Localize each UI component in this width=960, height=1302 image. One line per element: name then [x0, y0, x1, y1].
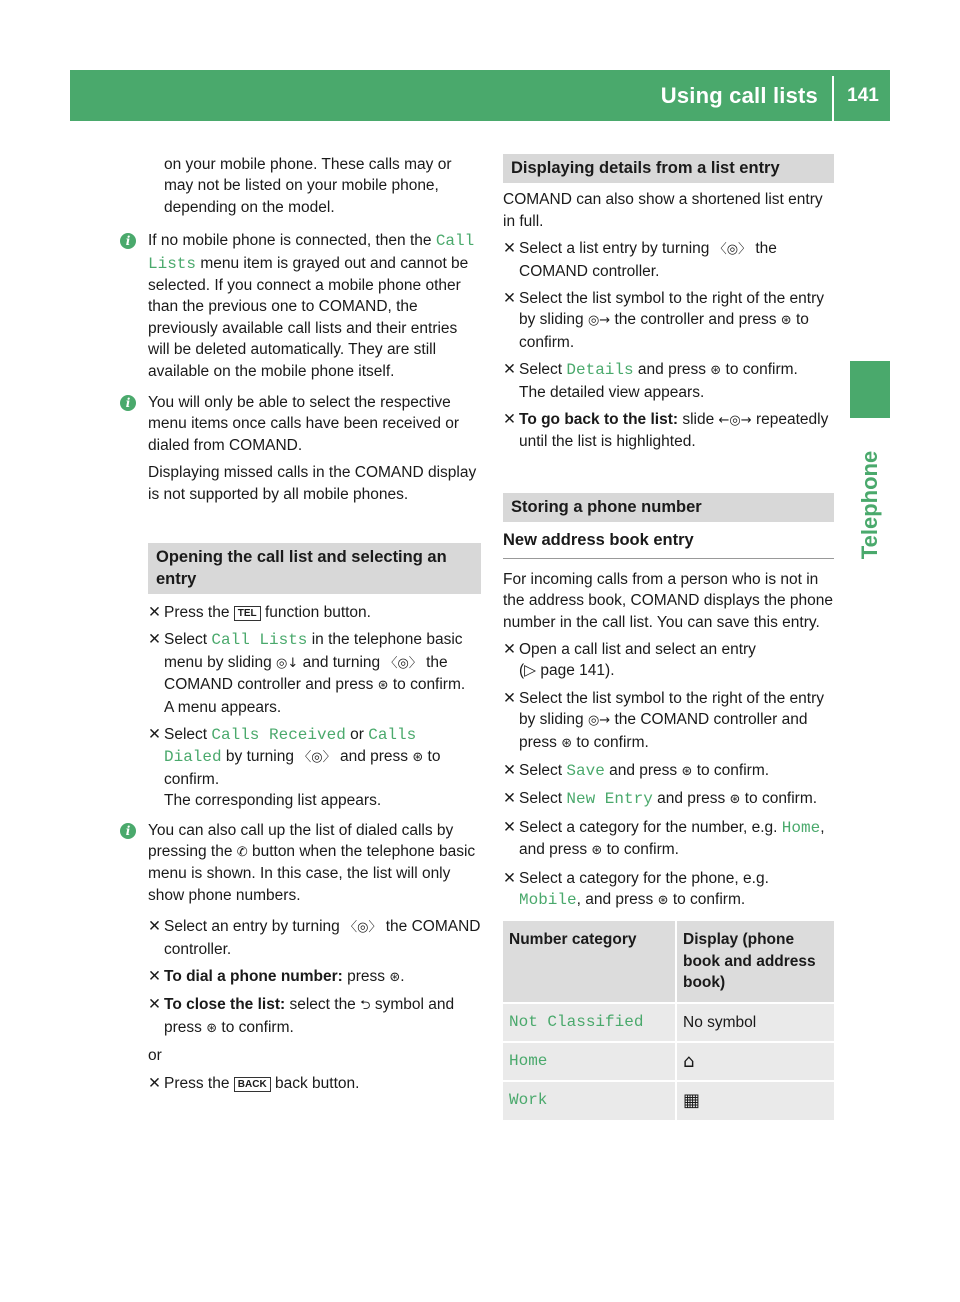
step-select-entry: [148, 916, 481, 960]
press-controller-icon: ⊛: [681, 763, 693, 779]
s3-text-e: to confirm.: [164, 748, 441, 788]
step-marker-icon: ✕: [503, 818, 516, 836]
t2-text-c: to confirm.: [572, 733, 649, 751]
s7-text-a: Press the: [164, 1074, 234, 1092]
s2-text-d: the COMAND controller and press: [164, 653, 448, 694]
step-marker-icon: ✕: [148, 603, 161, 621]
info2-text: You will only be able to select the respective menu items once calls have been received or dialed from COMAND.: [148, 394, 460, 454]
table-header-display: Display (phone book and address book): [676, 921, 834, 1002]
r3-text-b: and press: [633, 361, 711, 379]
s3-text-c: by turning: [221, 748, 299, 766]
s7-text-b: back button.: [270, 1074, 360, 1092]
phone-call-icon: ✆: [236, 844, 248, 860]
s1-text-b: function button.: [260, 603, 371, 621]
table-row: [503, 1003, 834, 1042]
home-icon: ⌂: [676, 1042, 834, 1081]
t3-menu-code: Save: [566, 761, 605, 780]
s5-text-b: .: [400, 968, 405, 985]
t2-text-a: Select the list symbol to the right of the entry by sliding: [519, 689, 824, 729]
t6-text-b: , and press: [576, 890, 658, 908]
s6-text-b: symbol and press: [164, 996, 455, 1036]
step-r4: [503, 409, 834, 453]
slide-down-icon: ◎↓: [276, 655, 299, 671]
t6-text-a: Select a category for the phone, e.g.: [519, 869, 769, 887]
info-note-2: [120, 392, 481, 505]
step-marker-icon: ✕: [503, 640, 516, 658]
work-icon: ▦: [676, 1081, 834, 1120]
step-select-calls: [148, 724, 481, 812]
s6-text-c: to confirm.: [217, 1018, 294, 1036]
info3-text-a: You can also call up the list of dialed calls by pressing the: [148, 821, 454, 860]
s3-menu-code-dialed: Calls Dialed: [164, 725, 417, 767]
table-row: [503, 1081, 834, 1120]
table-header-category: Number category: [503, 921, 676, 1002]
back-button-icon: BACK: [234, 1077, 271, 1092]
step-close-list: [148, 994, 481, 1039]
t2-text-b: the COMAND controller and press: [519, 711, 808, 751]
tel-button-icon: TEL: [234, 606, 261, 621]
s2-menu-code: Call Lists: [211, 631, 308, 650]
press-controller-icon: ⊛: [389, 970, 401, 985]
header-divider: [832, 76, 834, 121]
t6-menu-code: Mobile: [519, 890, 577, 909]
back-arrow-icon: ⮌: [360, 998, 371, 1014]
turn-controller-icon: 〈◎〉: [298, 750, 336, 766]
s2-text-a: Select: [164, 631, 212, 649]
section-heading-open-call-list: Opening the call list and selecting an entry: [148, 543, 481, 594]
chapter-tab: [850, 361, 890, 418]
t4-menu-code: New Entry: [566, 790, 653, 809]
info-icon: i: [120, 233, 136, 249]
step-r2: [503, 288, 834, 353]
step-press-back: [148, 1073, 481, 1094]
t1-text-a: Open a call list and select an entry: [519, 640, 756, 658]
step-select-call-lists: [148, 629, 481, 718]
press-controller-icon: ⊛: [710, 363, 722, 379]
r4-text-a: slide: [678, 411, 719, 429]
info-icon: i: [120, 395, 136, 411]
step-t2: [503, 688, 834, 754]
press-controller-icon: ⊛: [780, 313, 792, 329]
s3-menu-code-received: Calls Received: [211, 725, 346, 744]
page-header-title: Using call lists: [660, 83, 818, 108]
r3-result: The detailed view appears.: [519, 383, 705, 401]
step-marker-icon: ✕: [148, 918, 161, 936]
section-heading-storing: Storing a phone number: [503, 493, 834, 522]
t4-text-a: Select: [519, 790, 567, 808]
turn-controller-icon: 〈◎〉: [713, 242, 752, 258]
press-controller-icon: ⊛: [591, 843, 603, 859]
press-controller-icon: ⊛: [412, 750, 424, 766]
step-marker-icon: ✕: [503, 869, 516, 887]
press-controller-icon: ⊛: [206, 1020, 218, 1036]
storing-paragraph: For incoming calls from a person who is not in the address book, COMAND displays the phone number in the call list. You can save this entry.: [503, 570, 833, 631]
step-marker-icon: ✕: [503, 790, 516, 808]
page-number: 141: [847, 85, 879, 106]
left-column: [125, 154, 481, 1100]
subheading-new-entry: New address book entry: [503, 530, 834, 558]
step-marker-icon: ✕: [148, 968, 161, 985]
press-controller-icon: ⊛: [729, 792, 741, 808]
s2-result: A menu appears.: [164, 698, 282, 716]
s5-text-a: press: [342, 968, 390, 985]
step-marker-icon: ✕: [503, 240, 516, 258]
s6-text-a: select the: [285, 996, 361, 1014]
info-note-1: [120, 230, 481, 382]
press-controller-icon: ⊛: [561, 735, 573, 751]
t3-text-b: and press: [604, 761, 682, 779]
step-marker-icon: ✕: [148, 1074, 161, 1092]
turn-controller-icon: 〈◎〉: [344, 920, 382, 936]
right-column: [503, 154, 834, 1122]
r1-text-b: the COMAND controller.: [519, 240, 777, 280]
step-t4: [503, 788, 834, 810]
category-table: [503, 921, 834, 1121]
t5-text-a: Select a category for the number, e.g.: [519, 818, 782, 836]
press-controller-icon: ⊛: [377, 678, 389, 694]
step-marker-icon: ✕: [503, 761, 516, 779]
step-marker-icon: ✕: [503, 290, 516, 308]
slide-left-right-icon: ←◎→: [718, 413, 752, 429]
category-cell: Not Classified: [503, 1003, 676, 1042]
s6-bold: To close the list:: [164, 996, 286, 1014]
slide-right-icon: ◎→: [587, 313, 611, 329]
step-t3: [503, 760, 834, 782]
turn-controller-icon: 〈◎〉: [384, 655, 422, 671]
s3-result: The corresponding list appears.: [164, 792, 382, 810]
s2-text-c: and turning: [298, 653, 385, 671]
r4-bold: To go back to the list:: [519, 411, 679, 429]
step-dial-number: [148, 966, 481, 988]
r3-menu-code: Details: [566, 361, 634, 380]
step-marker-icon: ✕: [148, 631, 161, 649]
step-marker-icon: ✕: [503, 689, 516, 707]
step-t1: [503, 639, 834, 682]
r2-text-a: Select the list symbol to the right of the entry by sliding: [519, 290, 824, 329]
s2-text-e: to confirm.: [388, 676, 466, 694]
r2-text-b: the controller and press: [610, 311, 781, 329]
t3-text-a: Select: [519, 761, 567, 779]
t4-text-b: and press: [652, 790, 730, 808]
t5-text-c: to confirm.: [602, 841, 679, 859]
info-icon: i: [120, 823, 136, 839]
info1-text-b: menu item is grayed out and cannot be selected. If you connect a mobile phone other than the previous one to COMAND, the previously available call lists and their entries will be deleted automatically. They are still available on the mobile phone itself.: [148, 254, 469, 380]
r2-text-c: to confirm.: [519, 311, 809, 351]
r1-text-a: Select a list entry by turning: [519, 240, 714, 258]
table-header-row: [503, 921, 834, 1002]
s3-text-d: and press: [335, 748, 413, 766]
t5-menu-code: Home: [781, 818, 821, 837]
r3-text-a: Select: [519, 361, 567, 379]
step-t6: [503, 868, 834, 912]
category-cell: Home: [503, 1042, 676, 1081]
step-marker-icon: ✕: [148, 725, 161, 743]
s2-text-b: in the telephone basic menu by sliding: [164, 631, 463, 671]
s4-text-a: Select an entry by turning: [164, 918, 345, 936]
step-r1: [503, 238, 834, 282]
s1-text-a: Press the: [164, 603, 234, 621]
chapter-label-text: Telephone: [857, 450, 883, 560]
step-marker-icon: ✕: [148, 996, 161, 1014]
slide-right-icon: ◎→: [587, 713, 611, 729]
step-r3: [503, 359, 834, 403]
step-press-tel: [148, 602, 481, 623]
t4-text-c: to confirm.: [740, 790, 818, 808]
s3-text-a: Select: [164, 725, 212, 743]
step-t5: [503, 817, 834, 862]
r4-text-b: repeatedly until the list is highlighted.: [519, 411, 829, 451]
page-reference: (▷ page 141).: [519, 662, 615, 680]
info1-menu-code: Call Lists: [148, 232, 475, 273]
info1-text-a: If no mobile phone is connected, then the: [148, 232, 436, 250]
intro-paragraph: on your mobile phone. These calls may or may not be listed on your mobile phone, depending on the model.: [164, 156, 452, 216]
press-controller-icon: ⊛: [657, 892, 669, 908]
t5-text-b: , and press: [519, 818, 825, 859]
s4-text-b: the COMAND controller.: [164, 918, 481, 958]
display-cell: No symbol: [676, 1003, 834, 1042]
or-text: or: [148, 1047, 162, 1065]
info-note-3: [120, 820, 481, 907]
category-cell: Work: [503, 1081, 676, 1120]
header-bar: [70, 70, 890, 121]
step-marker-icon: ✕: [503, 411, 516, 429]
chapter-label: [833, 450, 907, 560]
step-marker-icon: ✕: [503, 361, 516, 379]
s3-text-b: or: [345, 725, 369, 743]
details-paragraph: COMAND can also show a shortened list entry in full.: [503, 191, 823, 230]
t6-text-c: to confirm.: [668, 890, 746, 908]
section-heading-details: Displaying details from a list entry: [503, 154, 834, 183]
r3-text-c: to confirm.: [721, 361, 798, 379]
s5-bold: To dial a phone number:: [164, 968, 343, 985]
info3-text-b: button when the telephone basic menu is shown. In this case, the list will only show phone numbers.: [148, 842, 476, 904]
info2-text-b: Displaying missed calls in the COMAND display is not supported by all mobile phones.: [148, 464, 477, 503]
table-row: [503, 1042, 834, 1081]
t3-text-c: to confirm.: [692, 761, 770, 779]
